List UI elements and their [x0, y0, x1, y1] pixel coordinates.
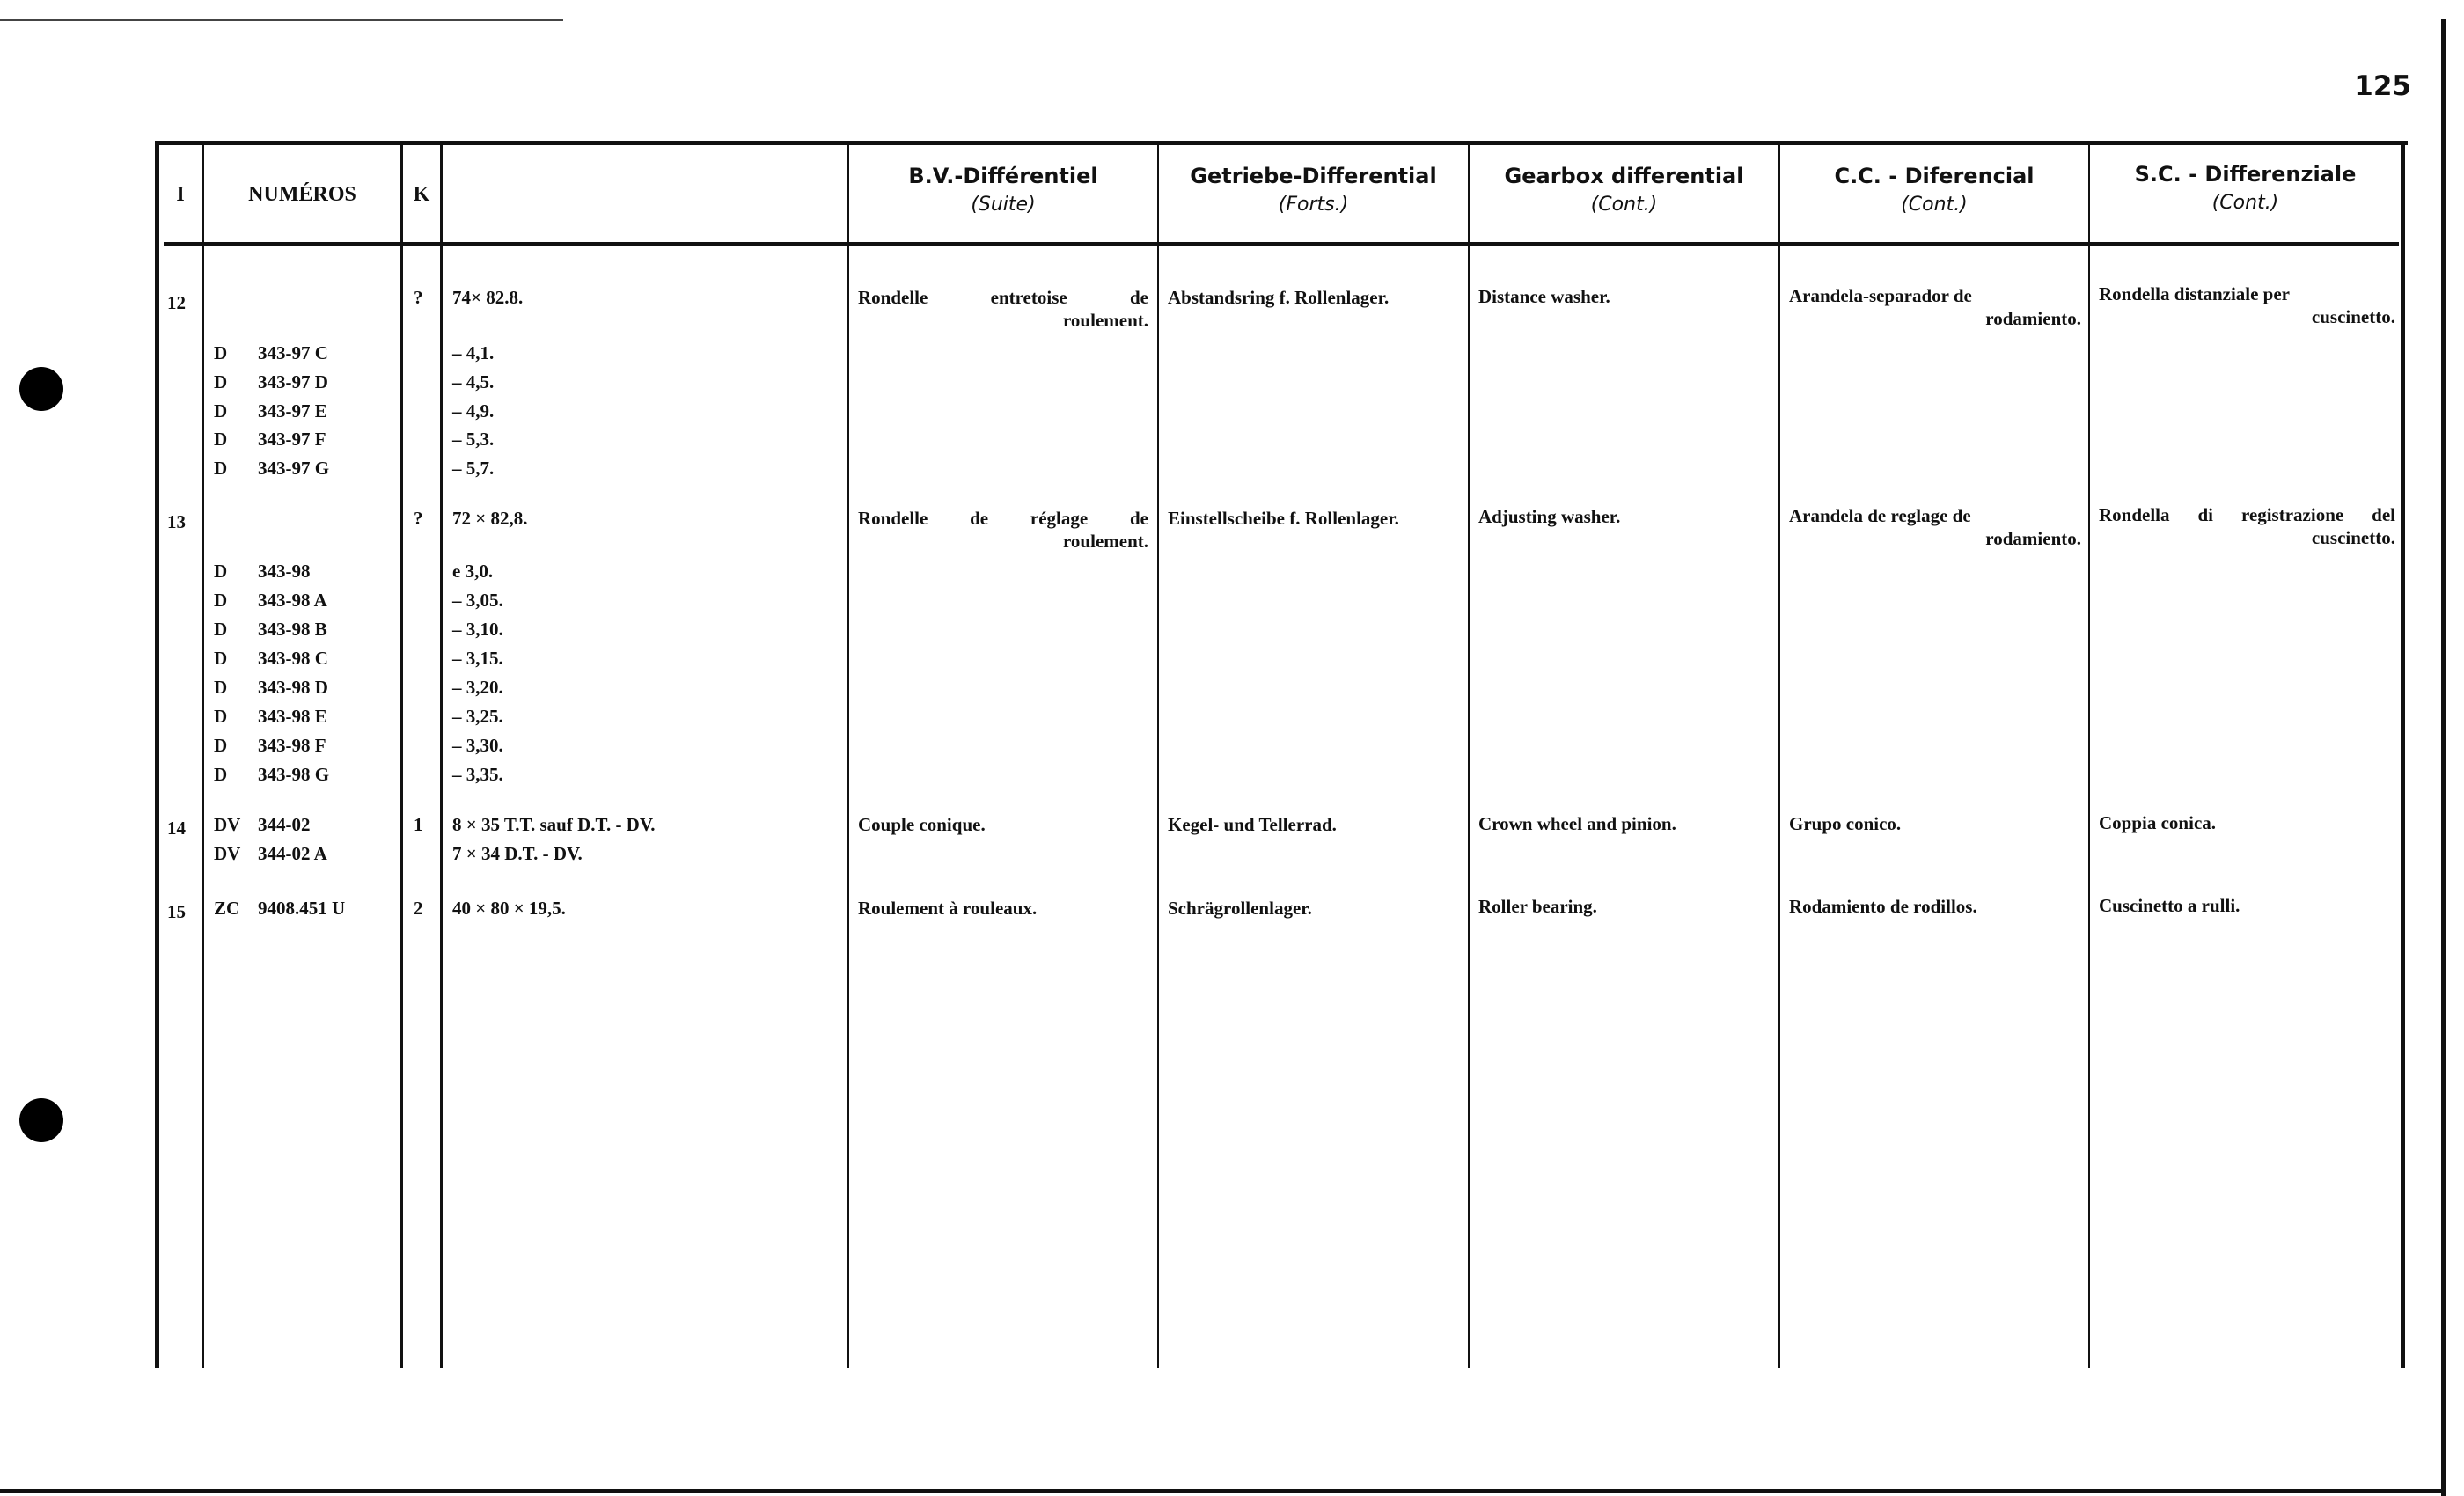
- punch-hole-lower: [19, 1098, 63, 1142]
- bottom-page-edge: [0, 1489, 2446, 1493]
- part-prefix: D: [214, 371, 228, 392]
- row-dimension: – 3,05.: [452, 590, 503, 611]
- header-col-i: I: [176, 183, 185, 206]
- row-dimension: 72 × 82,8.: [452, 508, 528, 529]
- top-rule: [0, 19, 563, 21]
- row-dimension: – 3,15.: [452, 648, 503, 669]
- page-number: 125: [2354, 70, 2411, 102]
- row-desc-it: Rondella di registrazione del cuscinetto.: [2099, 504, 2395, 548]
- row-dimension: – 3,30.: [452, 735, 503, 756]
- col-divider-fr: [1157, 145, 1159, 1368]
- row-desc-es: Grupo conico.: [1789, 813, 1902, 834]
- part-number: 9408.451 U: [258, 898, 346, 919]
- row-desc-fr: Roulement à rouleaux.: [858, 898, 1038, 919]
- header-col-numeros: NUMÉROS: [248, 183, 356, 206]
- row-dimension: – 5,3.: [452, 429, 495, 450]
- row-dimension: – 3,20.: [452, 677, 503, 698]
- header-col-de-title: Getriebe-Differential: [1190, 164, 1437, 188]
- header-col-de: [1159, 164, 1468, 216]
- header-col-en-title: Gearbox differential: [1504, 164, 1744, 188]
- header-col-it: [2090, 162, 2401, 214]
- part-prefix: D: [214, 561, 228, 582]
- row-desc-de: Kegel- und Tellerrad.: [1168, 814, 1337, 835]
- part-number: 343-97 G: [258, 458, 330, 479]
- part-number: 343-98 F: [258, 735, 326, 756]
- row-desc-fr: Rondelle de réglage de roulement.: [858, 508, 1148, 552]
- row-desc-es: Arandela de reglage de rodamiento.: [1789, 505, 2081, 549]
- part-prefix: DV: [214, 814, 241, 835]
- header-col-fr-title: B.V.-Différentiel: [908, 164, 1098, 188]
- part-prefix: D: [214, 764, 228, 785]
- row-desc-de: Abstandsring f. Rollenlager.: [1168, 287, 1390, 308]
- row-desc-en: Roller bearing.: [1478, 896, 1597, 917]
- part-number: 343-97 E: [258, 400, 327, 422]
- table-top-border: [155, 141, 2408, 145]
- part-prefix: D: [214, 458, 228, 479]
- table-right-border: [2401, 141, 2405, 1368]
- part-number: 343-98: [258, 561, 311, 582]
- part-prefix: D: [214, 590, 228, 611]
- part-number: 343-98 G: [258, 764, 330, 785]
- row-desc-es: Arandela-separador de rodamiento.: [1789, 285, 2081, 329]
- part-prefix: D: [214, 677, 228, 698]
- header-col-es: [1780, 164, 2088, 216]
- part-number: 343-97 F: [258, 429, 326, 450]
- part-number: 343-98 B: [258, 619, 327, 640]
- part-number: 343-97 D: [258, 371, 328, 392]
- part-number: 343-97 C: [258, 342, 328, 363]
- row-dimension: – 4,9.: [452, 400, 495, 422]
- row-qty: ?: [414, 287, 423, 308]
- col-divider-numeros: [400, 145, 403, 1368]
- row-dimension: – 3,10.: [452, 619, 503, 640]
- part-prefix: D: [214, 735, 228, 756]
- row-desc-es: Rodamiento de rodillos.: [1789, 896, 1977, 917]
- row-desc-fr: Rondelle entretoise de roulement.: [858, 287, 1148, 331]
- row-dimension: 8 × 35 T.T. sauf D.T. - DV.: [452, 814, 656, 835]
- row-qty: 2: [414, 898, 423, 919]
- header-col-k: K: [413, 183, 430, 206]
- row-dimension: e 3,0.: [452, 561, 494, 582]
- part-prefix: D: [214, 648, 228, 669]
- punch-hole-upper: [19, 367, 63, 411]
- header-col-fr-sub: (Suite): [971, 194, 1036, 216]
- col-divider-dim: [847, 145, 849, 1368]
- part-prefix: D: [214, 400, 228, 422]
- part-number: 343-98 C: [258, 648, 328, 669]
- header-col-fr: [849, 164, 1157, 216]
- part-prefix: D: [214, 429, 228, 450]
- col-divider-en: [1778, 145, 1780, 1368]
- row-desc-en: Distance washer.: [1478, 286, 1610, 307]
- header-bottom-border: [164, 242, 2399, 246]
- header-col-it-title: S.C. - Differenziale: [2134, 162, 2357, 187]
- row-dimension: – 5,7.: [452, 458, 495, 479]
- row-dimension: – 4,5.: [452, 371, 495, 392]
- part-number: 343-98 D: [258, 677, 328, 698]
- row-desc-de: Schrägrollenlager.: [1168, 898, 1312, 919]
- row-desc-it: Cuscinetto a rulli.: [2099, 895, 2240, 916]
- part-prefix: D: [214, 619, 228, 640]
- row-desc-en: Adjusting washer.: [1478, 506, 1621, 527]
- row-desc-it: Rondella distanziale per cuscinetto.: [2099, 283, 2395, 327]
- table-left-border: [155, 141, 159, 1368]
- header-col-es-title: C.C. - Diferencial: [1834, 164, 2035, 188]
- row-dimension: – 4,1.: [452, 342, 495, 363]
- row-desc-en: Crown wheel and pinion.: [1478, 813, 1676, 834]
- header-col-it-sub: (Cont.): [2211, 192, 2279, 214]
- right-page-edge: [2441, 19, 2446, 1496]
- col-divider-de: [1468, 145, 1470, 1368]
- row-qty: 1: [414, 814, 423, 835]
- header-col-es-sub: (Cont.): [1901, 194, 1968, 216]
- row-index: 12: [167, 292, 186, 313]
- part-number: 344-02: [258, 814, 311, 835]
- row-index: 14: [167, 818, 186, 839]
- col-divider-es: [2088, 145, 2090, 1368]
- row-desc-de: Einstellscheibe f. Rollenlager.: [1168, 508, 1399, 529]
- part-prefix: ZC: [214, 898, 240, 919]
- row-index: 13: [167, 511, 186, 532]
- row-desc-it: Coppia conica.: [2099, 812, 2217, 833]
- row-qty: ?: [414, 508, 423, 529]
- row-desc-fr: Couple conique.: [858, 814, 986, 835]
- row-index: 15: [167, 901, 186, 922]
- row-dimension: – 3,35.: [452, 764, 503, 785]
- row-dimension: 40 × 80 × 19,5.: [452, 898, 566, 919]
- part-number: 343-98 A: [258, 590, 327, 611]
- row-dimension: 7 × 34 D.T. - DV.: [452, 843, 583, 864]
- header-col-en-sub: (Cont.): [1590, 194, 1658, 216]
- part-number: 343-98 E: [258, 706, 327, 727]
- col-divider-i: [202, 145, 204, 1368]
- row-dimension: – 3,25.: [452, 706, 503, 727]
- row-dimension: 74× 82.8.: [452, 287, 524, 308]
- part-prefix: D: [214, 706, 228, 727]
- col-divider-k: [440, 145, 443, 1368]
- header-col-en: [1470, 164, 1778, 216]
- part-prefix: DV: [214, 843, 241, 864]
- part-number: 344-02 A: [258, 843, 327, 864]
- part-prefix: D: [214, 342, 228, 363]
- header-col-de-sub: (Forts.): [1278, 194, 1349, 216]
